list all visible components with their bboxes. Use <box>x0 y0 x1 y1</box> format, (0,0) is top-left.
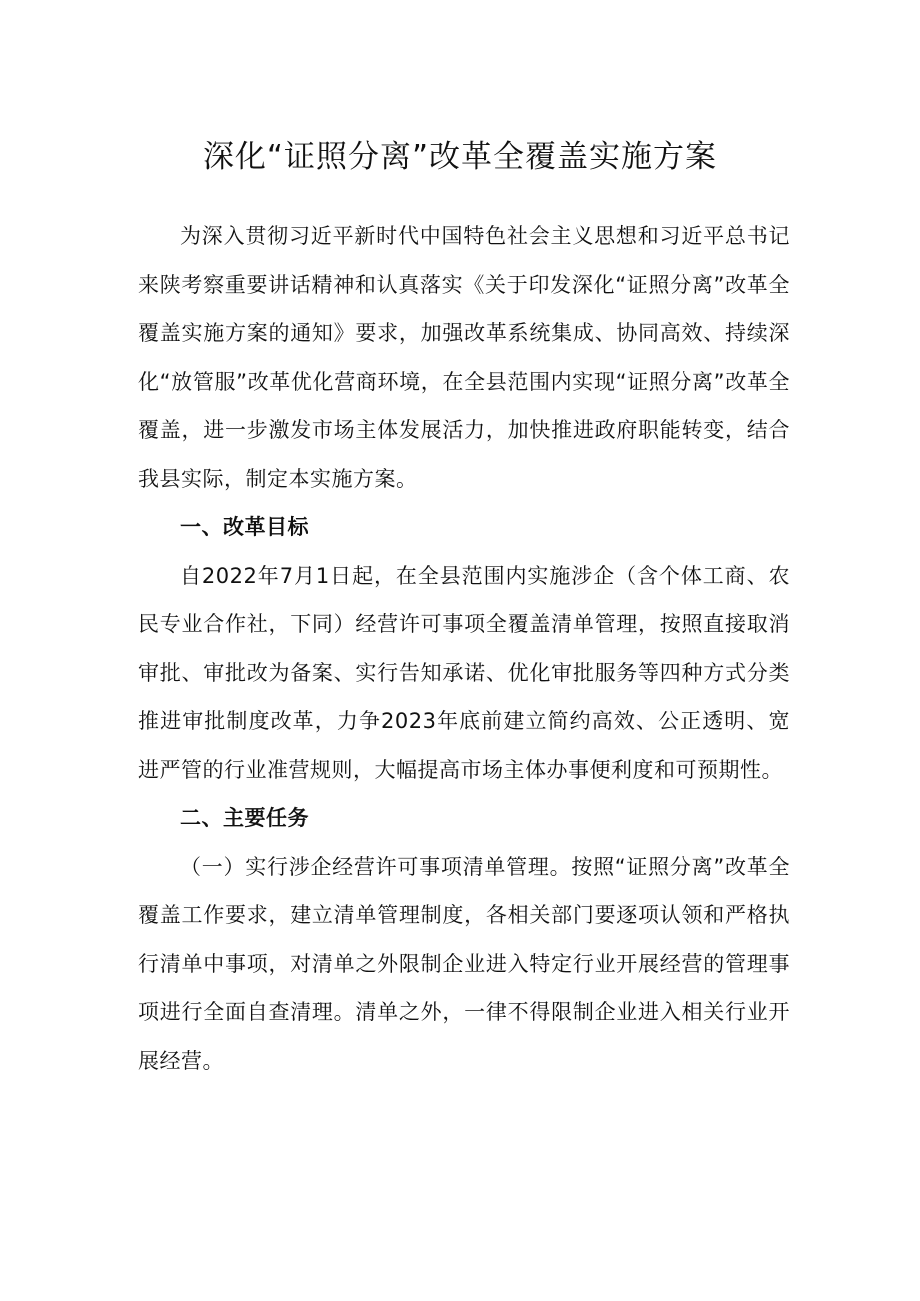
intro-paragraph: 为深入贯彻习近平新时代中国特色社会主义思想和习近平总书记来陕考察重要讲话精神和认真落实《关于印发深化“证照分离”改革全覆盖实施方案的通知》要求，加强改革系统集成、协同高效、持续深化“放管服”改革优化营商环境，在全县范围内实现“证照分离”改革全覆盖，进一步激发市场主体发展活力，加快推进政府职能转变，结合我县实际，制定本实施方案。 <box>138 224 790 491</box>
task-item-1-paragraph: （一）实行涉企经营许可事项清单管理。按照“证照分离”改革全覆盖工作要求，建立清单管理制度，各相关部门要逐项认领和严格执行清单中事项，对清单之外限制企业进入特定行业开展经营的管理事项进行全面自查清理。清单之外，一律不得限制企业进入相关行业开展经营。 <box>138 854 790 1073</box>
document-title: 深化“证照分离”改革全覆盖实施方案 <box>202 139 718 175</box>
document-body <box>138 212 790 1085</box>
section-heading-goals: 一、改革目标 <box>180 515 309 539</box>
section-heading-tasks: 二、主要任务 <box>180 806 309 830</box>
goals-paragraph: 自2022年7月1日起，在全县范围内实施涉企（含个体工商、农民专业合作社，下同）经营许可事项全覆盖清单管理，按照直接取消审批、审批改为备案、实行告知承诺、优化审批服务等四种方式分类推进审批制度改革，力争2023年底前建立简约高效、公正透明、宽进严管的行业准营规则，大幅提高市场主体办事便利度和可预期性。 <box>138 563 790 782</box>
